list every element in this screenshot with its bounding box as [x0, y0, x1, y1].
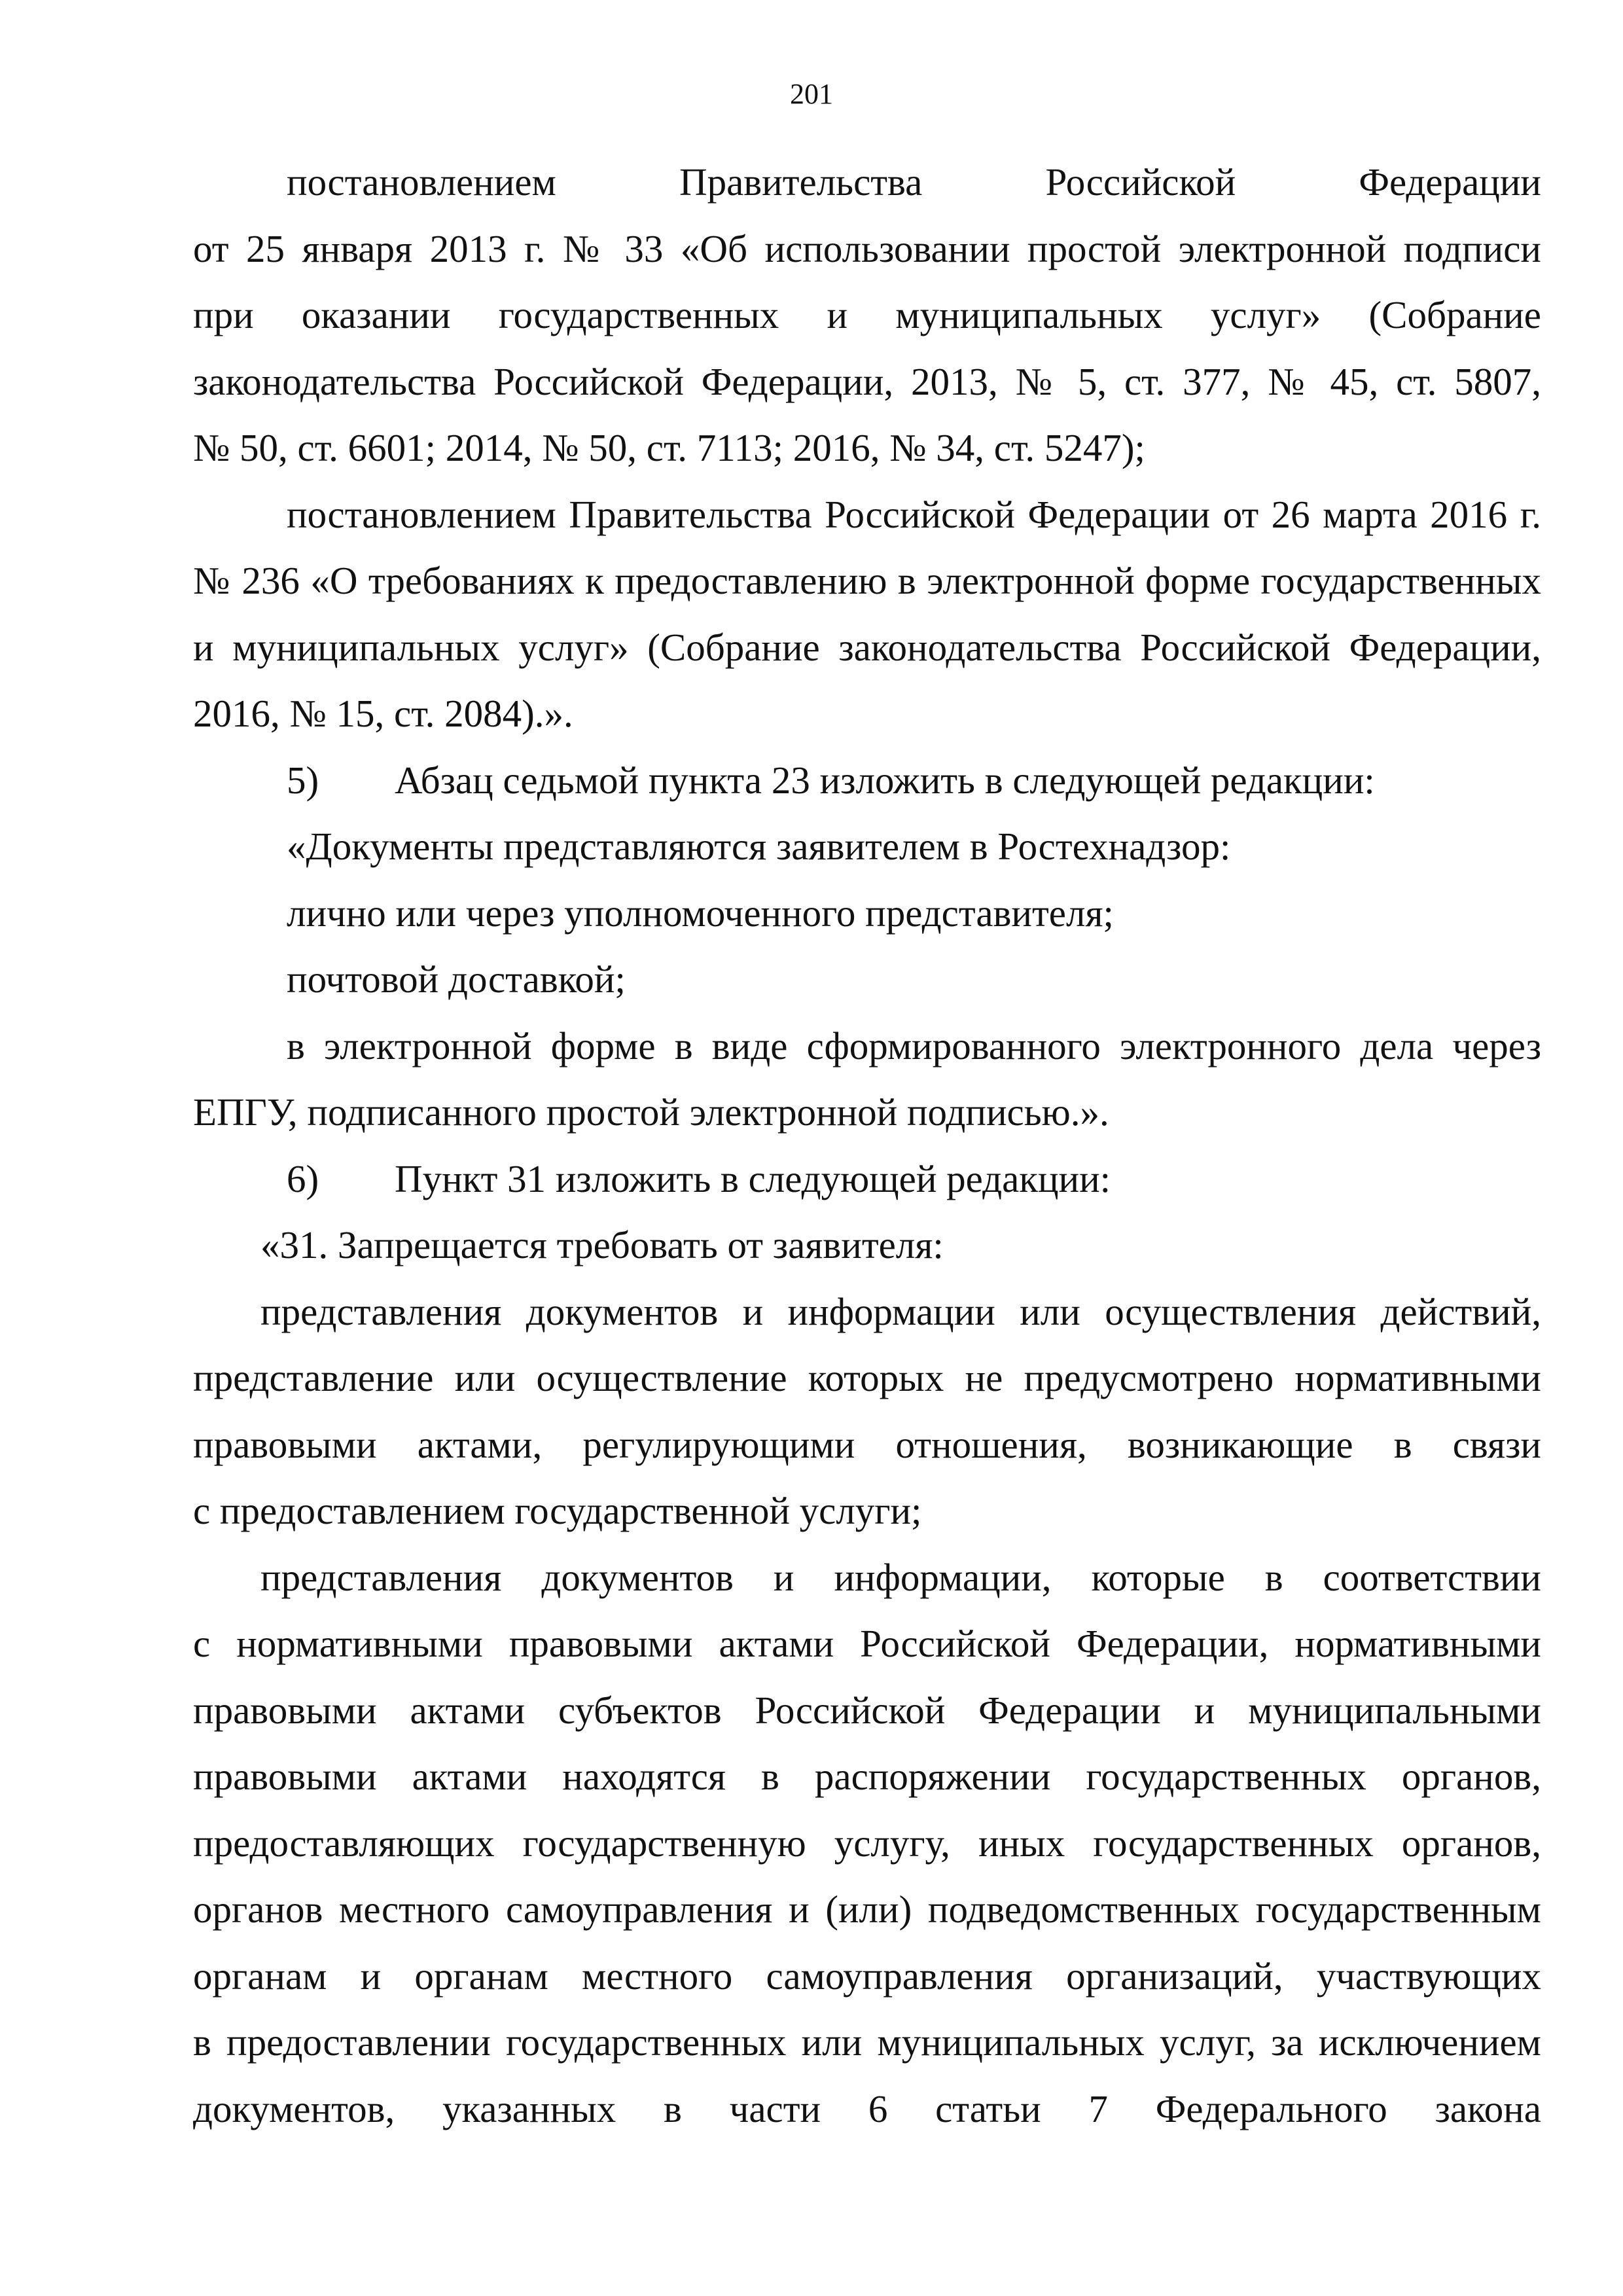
text-line: лично или через уполномоченного представителя; [287, 891, 1114, 935]
text-line: и муниципальных услуг» (Собрание законодательства Российской Федерации, [193, 625, 1541, 669]
text-line: представление или осуществление которых не предусмотрено нормативными [193, 1356, 1541, 1399]
text-line: правовыми актами находятся в распоряжении государственных органов, [193, 1755, 1541, 1798]
text-line: правовыми актами субъектов Российской Федерации и муниципальными [193, 1688, 1541, 1732]
list-item-5 [193, 747, 1541, 814]
text-line: ЕПГУ, подписанного простой электронной подписью.». [193, 1090, 1109, 1134]
list-item-6 [193, 1146, 1541, 1213]
text-line: «31. Запрещается требовать от заявителя: [260, 1223, 944, 1266]
text-line: № 236 «О требованиях к предоставлению в электронной форме государственных [193, 559, 1541, 602]
text-line: от 25 января 2013 г. № 33 «Об использовании простой электронной подписи [193, 226, 1541, 270]
text-line: «Документы представляются заявителем в Ростехнадзор: [287, 825, 1231, 868]
text-line: № 50, ст. 6601; 2014, № 50, ст. 7113; 2016, № 34, ст. 5247); [193, 426, 1145, 469]
page-number: 201 [790, 78, 833, 110]
text-line: 2016, № 15, ст. 2084).». [193, 692, 573, 735]
item-number: 5) [287, 758, 319, 802]
text-line: Абзац седьмой пункта 23 изложить в следующей редакции: [395, 758, 1375, 802]
text-line: с предоставлением государственной услуги; [193, 1489, 922, 1532]
text-line: представления документов и информации или осуществления действий, [260, 1289, 1541, 1333]
text-line: документов, указанных в части 6 статьи 7 Федерального закона [193, 2087, 1541, 2130]
text-line: органов местного самоуправления и (или) подведомственных государственным [193, 1888, 1541, 1931]
text-line: правовыми актами, регулирующими отношения, возникающие в связи [193, 1422, 1541, 1466]
text-line: законодательства Российской Федерации, 2013, № 5, ст. 377, № 45, ст. 5807, [193, 359, 1541, 403]
text-line: в предоставлении государственных или муниципальных услуг, за исключением [193, 2020, 1541, 2064]
text-line: в электронной форме в виде сформированного электронного дела через [287, 1024, 1541, 1067]
document-body [193, 149, 1541, 2142]
text-line: почтовой доставкой; [287, 958, 626, 1001]
text-line: органам и органам местного самоуправления организаций, участвующих [193, 1954, 1541, 1998]
text-line: при оказании государственных и муниципальных услуг» (Собрание [193, 293, 1541, 336]
text-line: предоставляющих государственную услугу, иных государственных органов, [193, 1821, 1541, 1865]
text-line: представления документов и информации, которые в соответствии [260, 1555, 1541, 1599]
text-line: постановлением Правительства Российской Федерации от 26 марта 2016 г. [287, 492, 1541, 536]
text-line: постановлением Правительства Российской Федерации [287, 160, 1541, 204]
text-line: с нормативными правовыми актами Российской Федерации, нормативными [193, 1622, 1541, 1665]
text-line: Пункт 31 изложить в следующей редакции: [395, 1157, 1111, 1200]
item-number: 6) [287, 1157, 319, 1200]
